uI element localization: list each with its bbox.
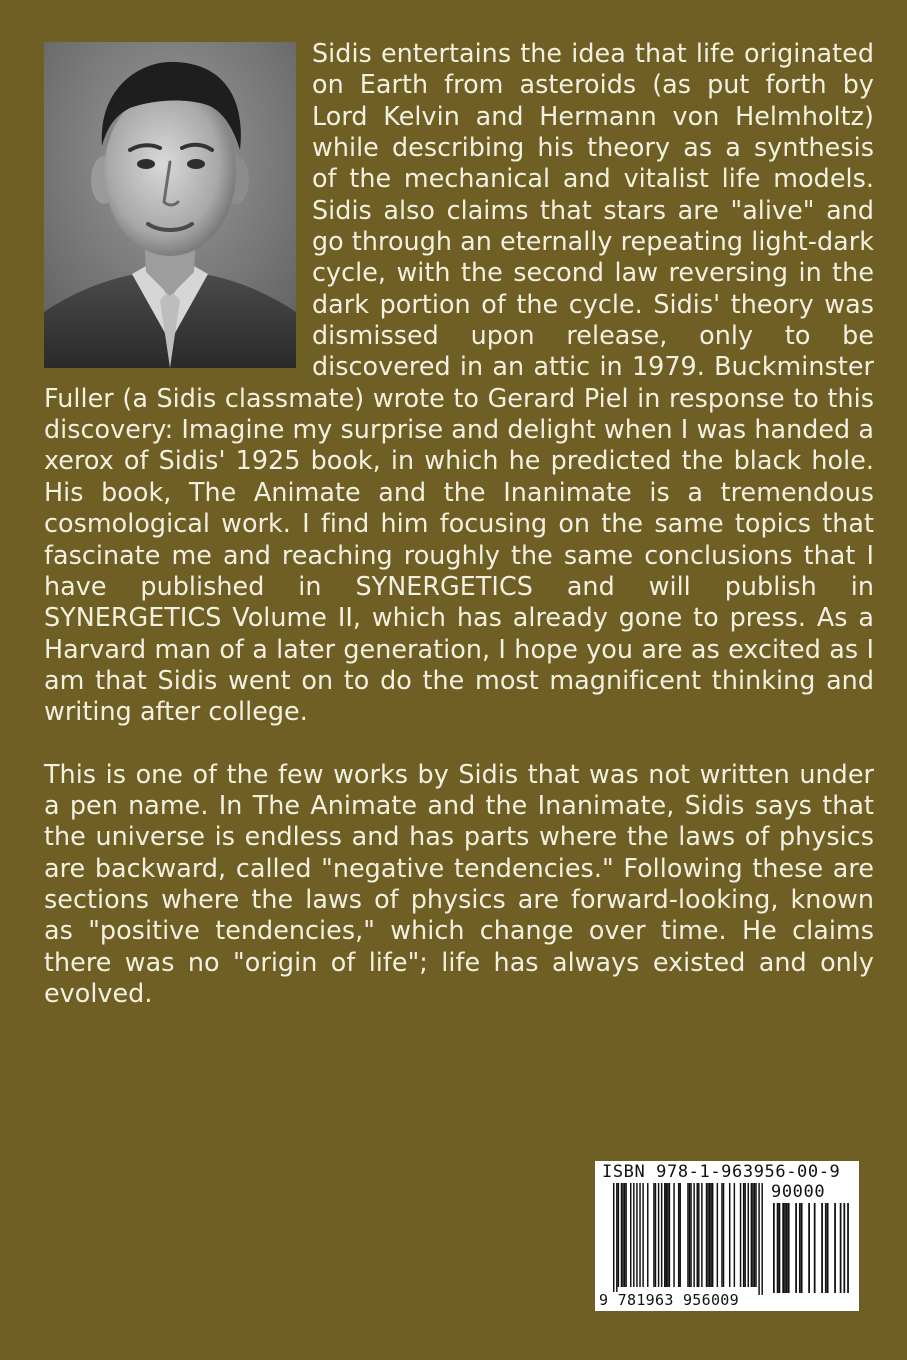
barcode-bar bbox=[697, 1183, 698, 1287]
barcode-bar bbox=[821, 1203, 823, 1293]
barcode-bar bbox=[786, 1203, 788, 1293]
barcode-bar bbox=[717, 1183, 718, 1287]
barcode-bar bbox=[754, 1183, 755, 1287]
barcode-bar bbox=[624, 1183, 625, 1287]
barcode-bar bbox=[687, 1183, 688, 1287]
barcode-bar bbox=[616, 1183, 617, 1295]
barcode-bar bbox=[751, 1183, 752, 1287]
ean-number: 9 781963 956009 bbox=[599, 1291, 739, 1309]
barcode-bar bbox=[788, 1203, 790, 1293]
barcode-bar bbox=[679, 1183, 680, 1287]
barcode-bar bbox=[710, 1183, 711, 1287]
barcode-bar bbox=[752, 1183, 753, 1287]
barcode-bar bbox=[667, 1183, 668, 1287]
paragraph-two: This is one of the few works by Sidis that was not written under a pen name. In The Animate and the Inanimate, Sidis says that the universe is endless and has parts where the laws of physics are backward, called "negative tendencies." Following these are sections where the laws of physics are forward-looking, known as "positive tendencies," which change over time. He claims there was no "origin of life"; life has always existed and only evolved. bbox=[44, 758, 874, 1008]
barcode-bar bbox=[689, 1183, 690, 1287]
barcode-bar bbox=[827, 1203, 829, 1293]
barcode-bar bbox=[840, 1203, 842, 1293]
barcode-bar bbox=[658, 1183, 659, 1287]
barcode-bar bbox=[701, 1183, 702, 1287]
barcode-bar bbox=[758, 1183, 759, 1295]
barcode-bar bbox=[740, 1183, 741, 1287]
barcode-bar bbox=[744, 1183, 745, 1287]
barcode-bar bbox=[625, 1183, 626, 1287]
barcode-bar bbox=[613, 1183, 614, 1295]
barcode-bar bbox=[784, 1203, 786, 1293]
barcode-bar bbox=[642, 1183, 643, 1287]
barcode-bar bbox=[630, 1183, 631, 1287]
barcode-bar bbox=[678, 1183, 679, 1287]
barcode-bar bbox=[801, 1203, 803, 1293]
barcode-bar bbox=[636, 1183, 637, 1287]
barcode-bar bbox=[664, 1183, 665, 1287]
barcode-bar bbox=[653, 1183, 654, 1287]
barcode-bar bbox=[690, 1183, 691, 1287]
barcode-bar bbox=[748, 1183, 749, 1287]
barcode-bar bbox=[661, 1183, 662, 1287]
barcode-bar bbox=[755, 1183, 756, 1287]
barcode-bar bbox=[847, 1203, 849, 1293]
barcode-bar bbox=[779, 1203, 781, 1293]
barcode-bar bbox=[639, 1183, 640, 1287]
barcode-bar bbox=[621, 1183, 622, 1287]
barcode-bars-icon bbox=[613, 1183, 763, 1295]
barcode-bar bbox=[773, 1203, 775, 1293]
barcode-bar bbox=[743, 1183, 744, 1287]
isbn-barcode bbox=[595, 1161, 859, 1311]
barcode-bar bbox=[669, 1183, 670, 1287]
barcode-bar bbox=[721, 1183, 722, 1287]
price-code: 90000 bbox=[771, 1182, 826, 1202]
barcode-bar bbox=[777, 1203, 779, 1293]
barcode-bar bbox=[618, 1183, 619, 1287]
barcode-bar bbox=[795, 1203, 797, 1293]
barcode-bar bbox=[693, 1183, 694, 1287]
barcode-bar bbox=[729, 1183, 730, 1287]
barcode-bar bbox=[698, 1183, 699, 1287]
barcode-bar bbox=[712, 1183, 713, 1287]
barcode-bar bbox=[761, 1183, 762, 1295]
barcode-bar bbox=[633, 1183, 634, 1287]
barcode-addon-bars-icon bbox=[773, 1203, 849, 1293]
barcode-bar bbox=[666, 1183, 667, 1287]
barcode-bar bbox=[814, 1203, 816, 1293]
author-portrait bbox=[44, 42, 296, 372]
barcode-bar bbox=[673, 1183, 674, 1287]
barcode-bar bbox=[707, 1183, 708, 1287]
barcode-bar bbox=[655, 1183, 656, 1287]
barcode-bar bbox=[709, 1183, 710, 1287]
blurb-text bbox=[44, 38, 874, 1009]
barcode-bar bbox=[799, 1203, 801, 1293]
portrait-photo-icon bbox=[44, 42, 296, 368]
barcode-bar bbox=[808, 1203, 810, 1293]
barcode-bar bbox=[782, 1203, 784, 1293]
isbn-label: ISBN 978-1-963956-00-9 bbox=[602, 1162, 841, 1182]
barcode-bar bbox=[622, 1183, 623, 1287]
barcode-bar bbox=[723, 1183, 724, 1287]
barcode-bar bbox=[647, 1183, 648, 1287]
barcode-bar bbox=[843, 1203, 845, 1293]
barcode-bar bbox=[825, 1203, 827, 1293]
barcode-bar bbox=[734, 1183, 735, 1287]
barcode-bar bbox=[706, 1183, 707, 1287]
barcode-bar bbox=[834, 1203, 836, 1293]
paragraph-one: Sidis entertains the idea that life originated on Earth from asteroids (as put forth by Lord Kelvin and Hermann von Helmholtz) while describing his theory as a synthesis of the mechanical and vitalist life models. Sidis also claims that stars are "alive" and go through an eternally repeating light-dark cycle, with the second law reversing in the dark portion of the cycle. Sidis' theory was dismissed upon release, only to be discovered in an attic in 1979. Buckminster Fuller (a Sidis classmate) wrote to Gerard Piel in response to this discovery: Imagine my surprise and delight when I was handed a xerox of Sidis' 1925 book, in which he predicted the black hole. His book, The Animate and the Inanimate is a tremendous cosmological work. I find him focusing on the same topics that fascinate me and reaching roughly the same conclusions that I have published in SYNERGETICS and will publish in SYNERGETICS Volume II, which has already gone to press. As a Harvard man of a later generation, I hope you are as excited as I am that Sidis went on to do the most magnificent thinking and writing after college. bbox=[44, 38, 874, 727]
